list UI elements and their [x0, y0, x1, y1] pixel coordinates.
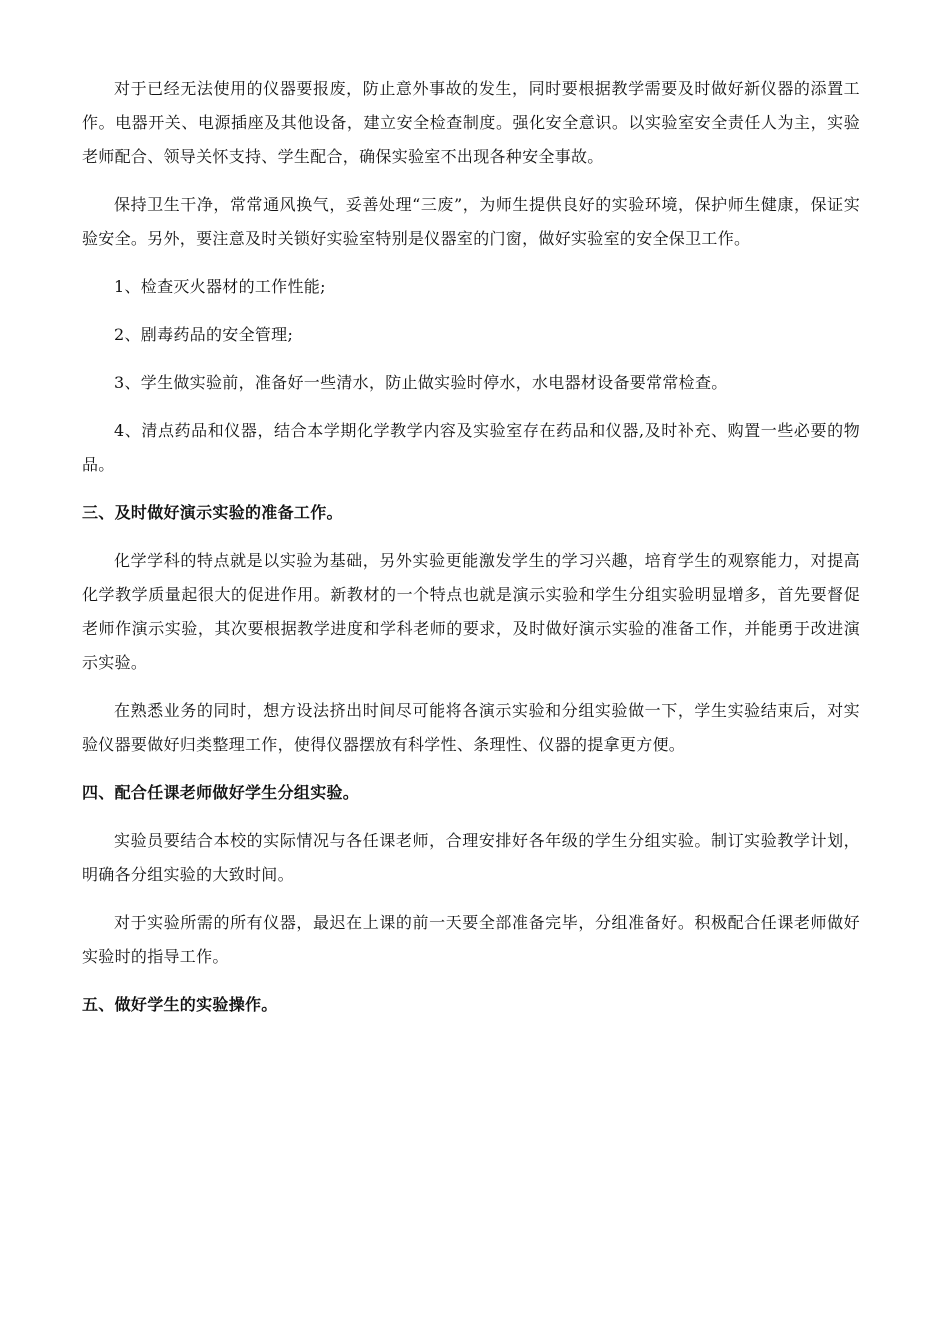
- list-item-fire-equipment: 1、检查灭火器材的工作性能;: [114, 277, 326, 296]
- section-heading-3: 三、及时做好演示实验的准备工作。: [82, 503, 343, 522]
- section-heading-5: 五、做好学生的实验操作。: [82, 995, 278, 1014]
- paragraph-demo-experiments: 化学学科的特点就是以实验为基础，另外实验更能激发学生的学习兴趣，培育学生的观察能力，对提高化学教学质量起很大的促进作用。新教材的一个特点也就是演示实验和学生分组实验明显增多，首先要督促老师作演示实验，其次要根据教学进度和学科老师的要求，及时做好演示实验的准备工作，并能勇于改进演示实验。: [82, 551, 860, 672]
- section-heading-4: 四、配合任课老师做好学生分组实验。: [82, 783, 360, 802]
- paragraph-instrument-prep: 对于实验所需的所有仪器，最迟在上课的前一天要全部准备完毕，分组准备好。积极配合任课老师做好实验时的指导工作。: [82, 913, 860, 966]
- list-item-toxic-chemicals: 2、剧毒药品的安全管理;: [114, 325, 294, 344]
- paragraph-familiarize-business: 在熟悉业务的同时，想方设法挤出时间尽可能将各演示实验和分组实验做一下，学生实验结束后，对实验仪器要做好归类整理工作，使得仪器摆放有科学性、条理性、仪器的提拿更方便。: [82, 701, 860, 754]
- list-item-inventory: 4、清点药品和仪器，结合本学期化学教学内容及实验室存在药品和仪器,及时补充、购置一些必要的物品。: [82, 421, 860, 474]
- paragraph-group-experiments: 实验员要结合本校的实际情况与各任课老师，合理安排好各年级的学生分组实验。制订实验教学计划，明确各分组实验的大致时间。: [82, 831, 860, 884]
- paragraph-equipment-disposal: 对于已经无法使用的仪器要报废，防止意外事故的发生，同时要根据教学需要及时做好新仪器的添置工作。电器开关、电源插座及其他设备，建立安全检查制度。强化安全意识。以实验室安全责任人为主，实验老师配合、领导关怀支持、学生配合，确保实验室不出现各种安全事故。: [82, 79, 860, 166]
- paragraph-hygiene-safety: 保持卫生干净，常常通风换气，妥善处理“三废”，为师生提供良好的实验环境，保护师生健康，保证实验安全。另外，要注意及时关锁好实验室特别是仪器室的门窗，做好实验室的安全保卫工作。: [82, 195, 860, 248]
- document-page: [82, 72, 860, 1036]
- list-item-water-prep: 3、学生做实验前，准备好一些清水，防止做实验时停水，水电器材设备要常常检查。: [114, 373, 728, 392]
